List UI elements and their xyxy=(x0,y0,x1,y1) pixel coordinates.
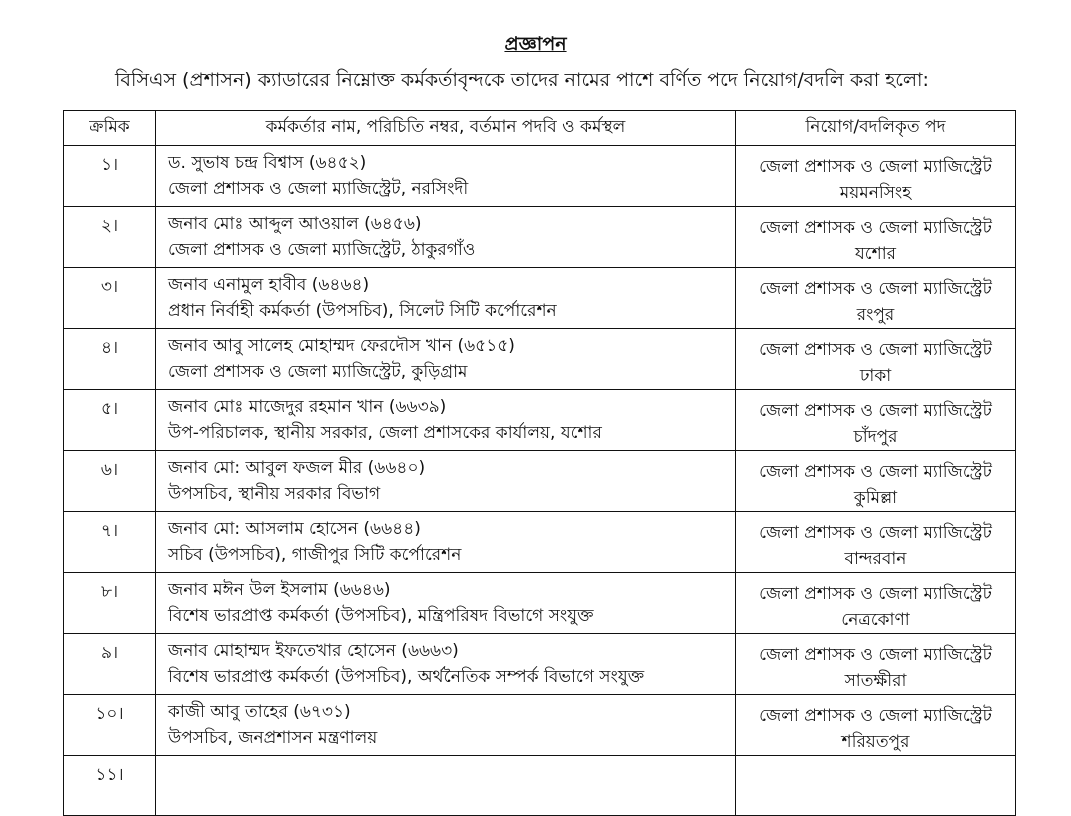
row-officer xyxy=(156,146,736,207)
officer-name: জনাব মোঃ আব্দুল আওয়াল (৬৪৫৬) xyxy=(168,214,422,234)
new-post-title: জেলা প্রশাসক ও জেলা ম্যাজিস্ট্রেট xyxy=(759,523,992,543)
row-officer xyxy=(156,390,736,451)
row-serial: ২। xyxy=(64,207,156,268)
row-officer xyxy=(156,268,736,329)
row-new-post xyxy=(736,451,1016,512)
table-header-row xyxy=(64,111,1016,146)
officer-current-post: উপসচিব, স্থানীয় সরকার বিভাগ xyxy=(168,484,381,504)
row-new-post xyxy=(736,329,1016,390)
officer-current-post: জেলা প্রশাসক ও জেলা ম্যাজিস্ট্রেট, ঠাকুরগাঁও xyxy=(168,240,476,260)
officer-current-post: উপ-পরিচালক, স্থানীয় সরকার, জেলা প্রশাসকের কার্যালয়, যশোর xyxy=(168,423,602,443)
officer-name: জনাব মঈন উল ইসলাম (৬৬৪৬) xyxy=(168,580,391,600)
table-row xyxy=(64,512,1016,573)
row-officer xyxy=(156,329,736,390)
row-officer xyxy=(156,207,736,268)
row-new-post xyxy=(736,390,1016,451)
document-title-text: প্রজ্ঞাপন xyxy=(504,33,567,55)
officer-current-post: জেলা প্রশাসক ও জেলা ম্যাজিস্ট্রেট, নরসিংদী xyxy=(168,179,469,199)
row-serial: ৬। xyxy=(64,451,156,512)
new-post-district: কুমিল্লা xyxy=(853,488,898,508)
officer-current-post: উপসচিব, জনপ্রশাসন মন্ত্রণালয় xyxy=(168,728,378,748)
row-officer xyxy=(156,512,736,573)
table-row xyxy=(64,634,1016,695)
row-serial: ৪। xyxy=(64,329,156,390)
new-post-title: জেলা প্রশাসক ও জেলা ম্যাজিস্ট্রেট xyxy=(759,462,992,482)
new-post-district: নেত্রকোণা xyxy=(841,610,910,630)
row-new-post xyxy=(736,756,1016,816)
new-post-title: জেলা প্রশাসক ও জেলা ম্যাজিস্ট্রেট xyxy=(759,279,992,299)
new-post-title: জেলা প্রশাসক ও জেলা ম্যাজিস্ট্রেট xyxy=(759,584,992,604)
row-officer xyxy=(156,756,736,816)
new-post-title: জেলা প্রশাসক ও জেলা ম্যাজিস্ট্রেট xyxy=(759,218,992,238)
officer-current-post: প্রধান নির্বাহী কর্মকর্তা (উপসচিব), সিলেট সিটি কর্পোরেশন xyxy=(168,301,557,321)
new-post-title: জেলা প্রশাসক ও জেলা ম্যাজিস্ট্রেট xyxy=(759,645,992,665)
officer-current-post: বিশেষ ভারপ্রাপ্ত কর্মকর্তা (উপসচিব), অর্থনৈতিক সম্পর্ক বিভাগে সংযুক্ত xyxy=(168,667,645,687)
table-row xyxy=(64,390,1016,451)
row-new-post xyxy=(736,634,1016,695)
row-new-post xyxy=(736,207,1016,268)
document-intro: বিসিএস (প্রশাসন) ক্যাডারের নিম্নোক্ত কর্মকর্তাবৃন্দকে তাদের নামের পাশে বর্ণিত পদে নিয়োগ/বদলি করা হলো: xyxy=(115,69,929,91)
header-serial: ক্রমিক xyxy=(64,111,156,146)
table-row xyxy=(64,573,1016,634)
header-post: নিয়োগ/বদলিকৃত পদ xyxy=(736,111,1016,146)
row-officer xyxy=(156,634,736,695)
document-title xyxy=(0,30,1071,62)
header-name: কর্মকর্তার নাম, পরিচিতি নম্বর, বর্তমান পদবি ও কর্মস্থল xyxy=(156,111,736,146)
new-post-district: চাঁদপুর xyxy=(853,427,898,447)
new-post-district: ঢাকা xyxy=(859,366,892,386)
officer-name: জনাব এনামুল হাবীব (৬৪৬৪) xyxy=(168,275,370,295)
table-row xyxy=(64,329,1016,390)
officer-current-post: বিশেষ ভারপ্রাপ্ত কর্মকর্তা (উপসচিব), মন্ত্রিপরিষদ বিভাগে সংযুক্ত xyxy=(168,606,594,626)
row-serial: ৯। xyxy=(64,634,156,695)
officer-name: জনাব মোঃ মাজেদুর রহমান খান (৬৬৩৯) xyxy=(168,397,447,417)
row-new-post xyxy=(736,268,1016,329)
row-serial: ৭। xyxy=(64,512,156,573)
row-serial: ১০। xyxy=(64,695,156,756)
row-serial: ৩। xyxy=(64,268,156,329)
officer-name: জনাব মোহাম্মদ ইফতেখার হোসেন (৬৬৬৩) xyxy=(168,641,459,661)
new-post-district: যশোর xyxy=(855,244,896,264)
table-row xyxy=(64,451,1016,512)
officer-name: কাজী আবু তাহের (৬৭৩১) xyxy=(168,702,351,722)
table-row xyxy=(64,268,1016,329)
officer-name: ড. সুভাষ চন্দ্র বিশ্বাস (৬৪৫২) xyxy=(168,153,367,173)
table-row xyxy=(64,756,1016,816)
row-serial: ১১। xyxy=(64,756,156,816)
new-post-district: বান্দরবান xyxy=(844,549,907,569)
new-post-title: জেলা প্রশাসক ও জেলা ম্যাজিস্ট্রেট xyxy=(759,401,992,421)
row-serial: ৮। xyxy=(64,573,156,634)
officer-current-post: জেলা প্রশাসক ও জেলা ম্যাজিস্ট্রেট, কুড়িগ্রাম xyxy=(168,362,468,382)
officer-name: জনাব আবু সালেহ মোহাম্মদ ফেরদৌস খান (৬৫১৫) xyxy=(168,336,515,356)
row-officer xyxy=(156,573,736,634)
officer-current-post: সচিব (উপসচিব), গাজীপুর সিটি কর্পোরেশন xyxy=(168,545,462,565)
row-new-post xyxy=(736,512,1016,573)
row-officer xyxy=(156,451,736,512)
table-row xyxy=(64,146,1016,207)
row-new-post xyxy=(736,695,1016,756)
new-post-title: জেলা প্রশাসক ও জেলা ম্যাজিস্ট্রেট xyxy=(759,706,992,726)
new-post-district: রংপুর xyxy=(856,305,895,325)
transfer-table xyxy=(63,110,1016,816)
row-new-post xyxy=(736,146,1016,207)
officer-name: জনাব মো: আবুল ফজল মীর (৬৬৪০) xyxy=(168,458,426,478)
table-row xyxy=(64,695,1016,756)
new-post-district: সাতক্ষীরা xyxy=(844,671,907,691)
officer-name: জনাব মো: আসলাম হোসেন (৬৬৪৪) xyxy=(168,519,421,539)
table-row xyxy=(64,207,1016,268)
new-post-title: জেলা প্রশাসক ও জেলা ম্যাজিস্ট্রেট xyxy=(759,340,992,360)
new-post-district: ময়মনসিংহ xyxy=(839,183,912,203)
row-officer xyxy=(156,695,736,756)
new-post-title: জেলা প্রশাসক ও জেলা ম্যাজিস্ট্রেট xyxy=(759,157,992,177)
new-post-district: শরিয়তপুর xyxy=(841,732,910,752)
row-serial: ১। xyxy=(64,146,156,207)
row-serial: ৫। xyxy=(64,390,156,451)
row-new-post xyxy=(736,573,1016,634)
